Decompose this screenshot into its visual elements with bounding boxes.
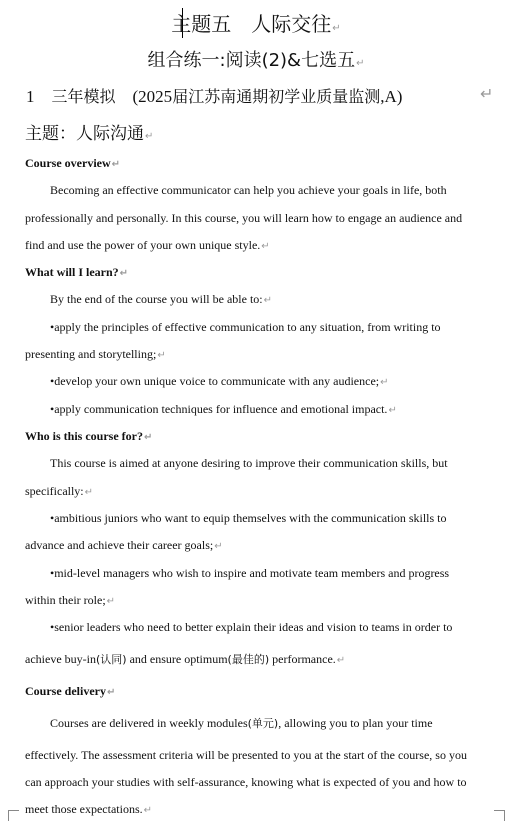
learn-bullet-1-cont[interactable]: presenting and storytelling;↵ [25,347,166,361]
gloss-buy-in: (认同) [95,653,127,666]
gloss-optimum: (最佳的) [227,653,270,666]
source-exam: 届江苏南通期初学业质量监测 [172,87,381,106]
learn-bullet-1[interactable]: •apply the principles of effective communication to any situation, from writing to [50,320,441,334]
who-bullet-2[interactable]: •mid-level managers who wish to inspire and motivate team members and progress [50,566,450,580]
section-heading-overview[interactable]: Course overview↵ [25,156,121,170]
learn-bullet-2[interactable]: •develop your own unique voice to communicate with any audience;↵ [50,374,389,388]
overview-line-3[interactable]: find and use the power of your own unique style.↵ [25,238,270,252]
section-heading-who[interactable]: Who is this course for?↵ [25,429,153,443]
topic-line[interactable]: 主题：人际沟通↵ [25,124,154,144]
learn-intro[interactable]: By the end of the course you will be able to:↵ [50,292,273,306]
source-line[interactable] [26,84,494,107]
who-bullet-3-cont[interactable]: achieve buy-in(认同) and ensure optimum(最佳的) performance.↵ [25,652,346,666]
delivery-line-4[interactable]: meet those expectations.↵ [25,802,153,816]
page-corner-mark-right [494,810,505,821]
paragraph-mark: ↵ [145,131,154,142]
source-number: 1 [26,87,35,106]
paragraph-mark: ↵ [332,23,341,34]
delivery-line-3[interactable]: can approach your studies with self-assurance, knowing what is expected of you and how to [25,775,467,789]
delivery-line-1[interactable]: Courses are delivered in weekly modules(单元), allowing you to plan your time [50,716,433,730]
section-heading-learn[interactable]: What will I learn?↵ [25,265,129,279]
who-bullet-1-cont[interactable]: advance and achieve their career goals;↵ [25,538,223,552]
source-version: ,A) [380,87,403,106]
paragraph-mark: ↵ [356,58,365,69]
paragraph-mark: ↵ [480,86,494,103]
delivery-line-2[interactable]: effectively. The assessment criteria will be presented to you at the start of the course, so you [25,748,467,762]
page-corner-mark-left [8,810,19,821]
overview-line-2[interactable]: professionally and personally. In this course, you will learn how to engage an audience and [25,211,463,225]
source-year: (2025 [132,87,173,106]
section-heading-delivery[interactable]: Course delivery↵ [25,684,116,698]
document-subtitle[interactable]: 组合练一:阅读(2)&七选五↵ [147,50,365,71]
who-bullet-2-cont[interactable]: within their role;↵ [25,593,116,607]
who-intro-cont[interactable]: specifically:↵ [25,484,94,498]
source-label: 三年模拟 [51,87,116,106]
who-bullet-1[interactable]: •ambitious juniors who want to equip themselves with the communication skills to [50,511,447,525]
gloss-modules: (单元) [247,717,279,730]
learn-bullet-3[interactable]: •apply communication techniques for influence and emotional impact.↵ [50,402,397,416]
overview-line-1[interactable]: Becoming an effective communicator can help you achieve your goals in life, both [50,183,447,197]
document-title[interactable]: 主题五 人际交往↵ [171,12,341,36]
who-intro[interactable]: This course is aimed at anyone desiring to improve their communication skills, but [50,456,448,470]
who-bullet-3[interactable]: •senior leaders who need to better explain their ideas and vision to teams in order to [50,620,453,634]
